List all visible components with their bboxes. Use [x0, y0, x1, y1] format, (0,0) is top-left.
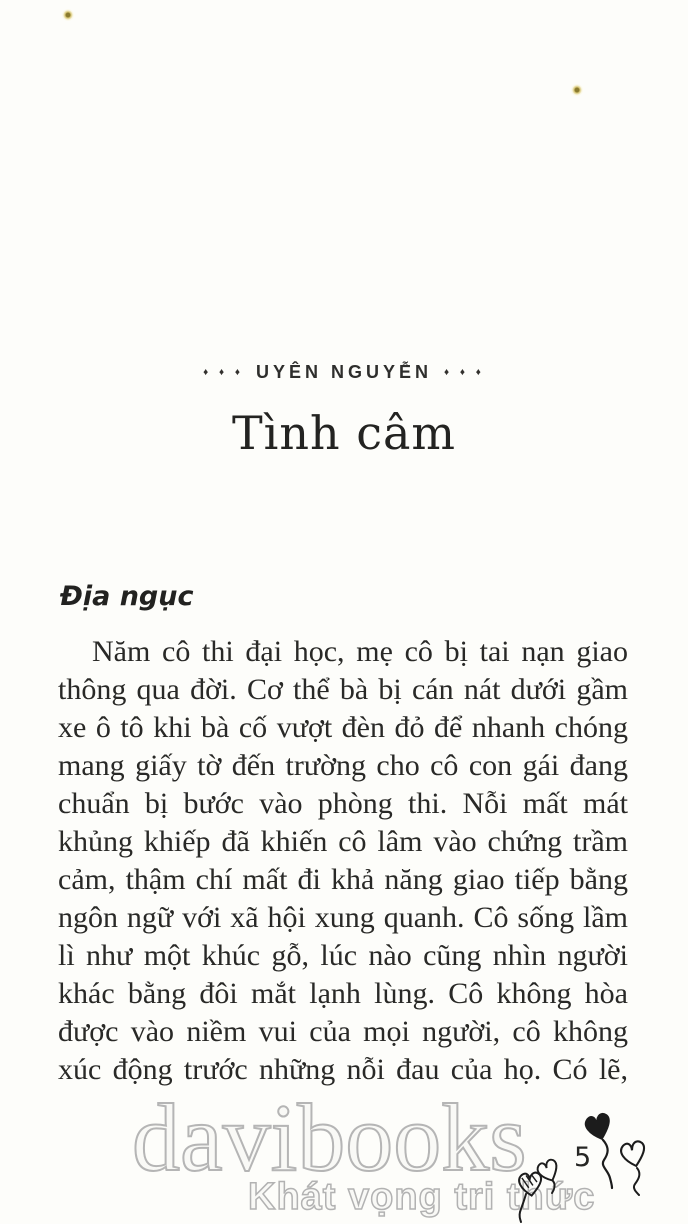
- section-heading: Địa ngục: [60, 581, 194, 612]
- diamond-ornament-icon: ♦ ♦ ♦: [203, 367, 244, 378]
- page-number: 5: [574, 1142, 592, 1173]
- paragraph-line: lì như một khúc gỗ, lúc nào cũng nhìn người: [58, 939, 628, 972]
- watermark-tagline: Khát vọng tri thức: [248, 1176, 596, 1218]
- paragraph-line: Năm cô thi đại học, mẹ cô bị tai nạn giao: [92, 635, 628, 668]
- paragraph-line: xúc động trước những nỗi đau của họ. Có lẽ,: [58, 1053, 628, 1086]
- paragraph-line: khác bằng đôi mắt lạnh lùng. Cô không hòa: [58, 977, 628, 1010]
- author-name: UYÊN NGUYỄN: [255, 362, 433, 382]
- diamond-ornament-icon: ♦ ♦ ♦: [444, 367, 485, 378]
- paragraph-line: cảm, thậm chí mất đi khả năng giao tiếp bằng: [58, 863, 628, 896]
- paragraph-line: chuẩn bị bước vào phòng thi. Nỗi mất mát: [58, 787, 628, 820]
- paragraph-line: xe ô tô khi bà cố vượt đèn đỏ để nhanh chóng: [58, 711, 628, 744]
- dust-speck: [62, 9, 74, 21]
- paragraph-line: được vào niềm vui của mọi người, cô không: [58, 1015, 628, 1048]
- dust-speck: [571, 84, 583, 96]
- paragraph-line: thông qua đời. Cơ thể bà bị cán nát dưới gầm: [58, 673, 628, 706]
- heart-balloon-doodles: [496, 1102, 688, 1224]
- watermark-wordmark: davibooks: [132, 1084, 527, 1191]
- heart-hatched-icon: [518, 1172, 543, 1222]
- heart-balloon-filled-icon: [583, 1111, 614, 1188]
- heart-balloon-outline-icon: [619, 1140, 648, 1195]
- paragraph-line: khủng khiếp đã khiến cô lâm vào chứng trầm: [58, 825, 628, 858]
- author-header: [0, 362, 688, 383]
- body-paragraph: [58, 633, 628, 1089]
- paragraph-line: ngôn ngữ với xã hội xung quanh. Cô sống lầm: [58, 901, 628, 934]
- paragraph-line: mang giấy tờ đến trường cho cô con gái đang: [58, 749, 628, 782]
- chapter-title: Tình câm: [231, 406, 457, 460]
